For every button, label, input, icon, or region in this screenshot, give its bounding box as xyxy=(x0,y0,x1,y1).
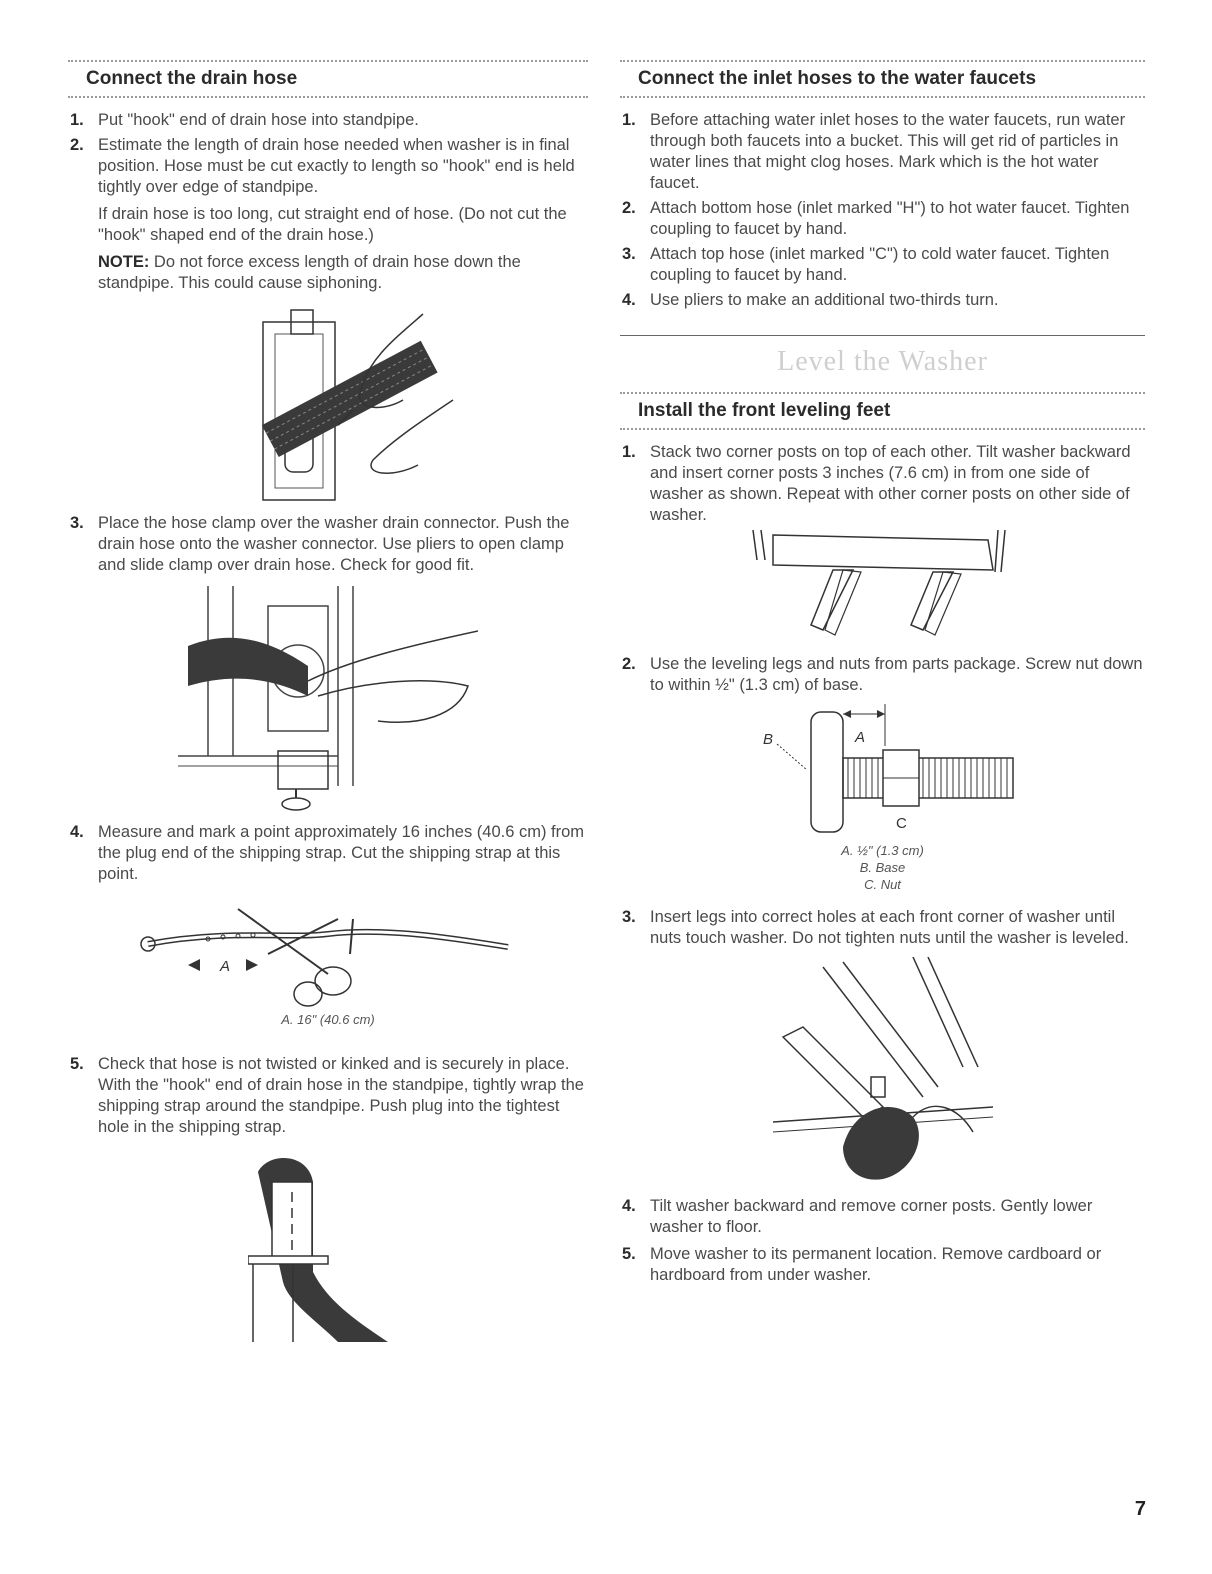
level-steps-cont-2 xyxy=(620,907,1145,949)
step-item xyxy=(620,198,1145,240)
step-item xyxy=(620,1196,1145,1238)
level-steps-cont-3 xyxy=(620,1196,1145,1286)
strap-caption: A. 16" (40.6 cm) xyxy=(281,1012,375,1027)
drain-steps-cont-1 xyxy=(68,513,588,576)
heading-rule-bottom xyxy=(620,96,1145,98)
hose-clamp-illustration xyxy=(178,586,478,816)
leg-caption-a: A. ½" (1.3 cm) xyxy=(841,843,924,858)
step-item xyxy=(620,907,1145,949)
inlet-steps xyxy=(620,110,1145,311)
step-text: Tilt washer backward and remove corner posts. Gently lower washer to floor. xyxy=(650,1197,1093,1236)
step-number: 3. xyxy=(622,908,636,926)
step-text: Estimate the length of drain hose needed when washer is in final position. Hose must be cut exactly to length so "hook" end is held tightly over edge of standpipe. xyxy=(98,136,575,196)
step-text: Insert legs into correct holes at each front corner of washer until nuts touch washer. Do not tighten nuts until the washer is leveled. xyxy=(650,908,1129,947)
step-item xyxy=(620,290,1145,311)
cut-hose-paragraph: If drain hose is too long, cut straight end of hose. (Do not cut the "hook" shaped end of the drain hose.) xyxy=(98,205,567,244)
step-text: Attach bottom hose (inlet marked "H") to hot water faucet. Tighten coupling to faucet by hand. xyxy=(650,199,1130,238)
step-number: 1. xyxy=(70,111,84,129)
step-text: Move washer to its permanent location. Remove cardboard or hardboard from under washer. xyxy=(650,1245,1102,1284)
step-number: 2. xyxy=(622,655,636,673)
step-item xyxy=(68,513,588,576)
step-item xyxy=(620,1244,1145,1286)
note-label: NOTE: xyxy=(98,253,150,271)
step-text: Measure and mark a point approximately 16 inches (40.6 cm) from the plug end of the shipping strap. Cut the shipping strap at this point. xyxy=(98,823,585,883)
step-number: 2. xyxy=(622,199,636,217)
heading-rule-bottom xyxy=(620,428,1145,430)
step-number: 3. xyxy=(622,245,636,263)
step-item xyxy=(68,135,588,198)
step-item xyxy=(620,110,1145,194)
step-number: 4. xyxy=(622,1197,636,1215)
level-steps xyxy=(620,442,1145,526)
step-text: Stack two corner posts on top of each other. Tilt washer backward and insert corner posts 3 inches (7.6 cm) in from one side of washer as shown. Repeat with other corner posts on other side of washer. xyxy=(650,443,1131,524)
cut-hose-illustration xyxy=(193,300,463,505)
inlet-hoses-heading: Connect the inlet hoses to the water faucets xyxy=(638,68,1037,89)
insert-legs-illustration xyxy=(763,957,1003,1182)
note-text: Do not force excess length of drain hose down the standpipe. This could cause siphoning. xyxy=(98,253,521,292)
step-text: Place the hose clamp over the washer drain connector. Push the drain hose onto the washer connector. Use pliers to open clamp and slide clamp over drain hose. Check for good fit. xyxy=(98,514,570,574)
step-item xyxy=(68,822,588,885)
step-text: Use the leveling legs and nuts from parts package. Screw nut down to within ½" (1.3 cm) of base. xyxy=(650,655,1143,694)
level-steps-cont-1 xyxy=(620,654,1145,696)
step-number: 1. xyxy=(622,111,636,129)
leg-caption-c: C. Nut xyxy=(864,877,901,892)
drain-steps-cont-2 xyxy=(68,822,588,885)
step-number: 2. xyxy=(70,136,84,154)
leg-label-a: A xyxy=(854,729,865,746)
step-text: Attach top hose (inlet marked "C") to cold water faucet. Tighten coupling to faucet by hand. xyxy=(650,245,1110,284)
step-text: Put "hook" end of drain hose into standpipe. xyxy=(98,111,419,129)
level-washer-title: Level the Washer xyxy=(777,346,988,377)
shipping-strap-illustration xyxy=(128,899,528,1009)
step-number: 1. xyxy=(622,443,636,461)
note-paragraph xyxy=(68,252,588,294)
leg-label-c: C xyxy=(895,815,907,832)
step-item xyxy=(68,1054,588,1138)
leg-caption-b: B. Base xyxy=(859,860,906,875)
leveling-leg-diagram xyxy=(733,700,1033,840)
step-text: Use pliers to make an additional two-thirds turn. xyxy=(650,291,999,309)
step-text: Before attaching water inlet hoses to the water faucets, run water through both faucets into a bucket. This will get rid of particles in water lines that might clog hoses. Mark which is the hot water faucet. xyxy=(650,111,1126,192)
step-text: Check that hose is not twisted or kinked and is securely in place. With the "hook" end of drain hose in the standpipe, tightly wrap the shipping strap around the standpipe. Push plug into the tightest hole in the shipping strap. xyxy=(98,1055,584,1136)
step-item xyxy=(68,110,588,131)
drain-hose-heading: Connect the drain hose xyxy=(86,68,298,89)
leg-label-b: B xyxy=(762,731,773,748)
standpipe-strap-illustration xyxy=(248,1152,408,1342)
page-number: 7 xyxy=(1134,1498,1146,1520)
step-number: 4. xyxy=(70,823,84,841)
step-number: 5. xyxy=(70,1055,84,1073)
step-number: 5. xyxy=(622,1245,636,1263)
step-number: 3. xyxy=(70,514,84,532)
drain-steps-cont-3 xyxy=(68,1054,588,1138)
strap-label-a: A xyxy=(220,958,231,975)
step-item xyxy=(620,654,1145,696)
step-item xyxy=(620,442,1145,526)
step-number: 4. xyxy=(622,291,636,309)
drain-steps xyxy=(68,110,588,198)
heading-rule-bottom xyxy=(68,96,588,98)
corner-posts-illustration xyxy=(743,530,1023,640)
inlet-and-level-section xyxy=(620,60,1145,1290)
drain-hose-section xyxy=(68,60,588,1342)
leveling-feet-heading: Install the front leveling feet xyxy=(638,400,891,421)
step-item xyxy=(620,244,1145,286)
